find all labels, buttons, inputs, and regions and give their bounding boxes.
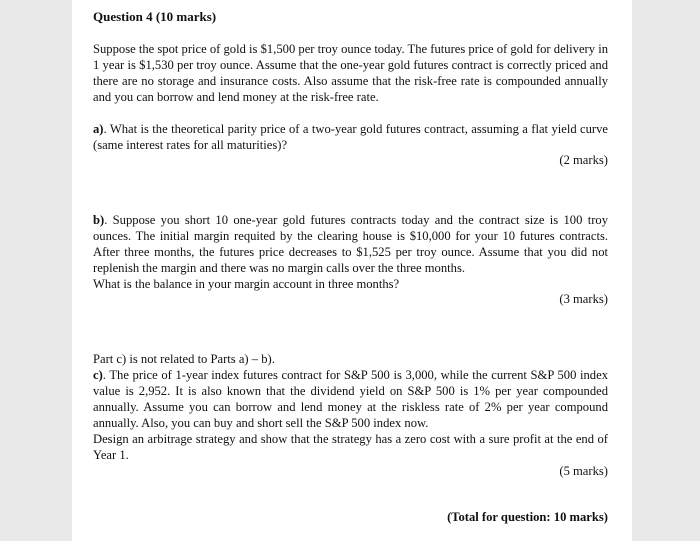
question-title: Question 4 (10 marks) <box>93 9 217 24</box>
part-b-question: What is the balance in your margin account in three months? <box>93 277 400 291</box>
intro-paragraph: Suppose the spot price of gold is $1,500 per troy ounce today. The futures price of gold for delivery in 1 year is $1,530 per troy ounce. Assume that the one-year gold futures contract is correctly priced and there are no storage and insurance costs. Also assume that the risk-free rate is compounded annually and you can borrow and lend money at the risk-free rate. <box>93 42 608 104</box>
part-a-label: a) <box>93 122 104 136</box>
part-c-note: Part c) is not related to Parts a) – b). <box>93 352 275 366</box>
part-c-text: . The price of 1-year index futures contract for S&P 500 is 3,000, while the current S&P 500 index value is 2,952. It is also known that the dividend yield on S&P 500 is 1% per year compounded annually. Assume you can borrow and lend money at the riskless rate of 2% per year compound annually. Also, you can buy and short sell the S&P 500 index now. <box>93 368 608 430</box>
part-b-text: . Suppose you short 10 one-year gold futures contracts today and the contract size is 100 troy ounces. The initial margin requited by the clearing house is $10,000 for your 10 futures contracts. After three months, the futures price decreases to $1,525 per troy ounce. Assume that you did not replenish the margin and there was no margin calls over the three months. <box>93 213 608 275</box>
total-marks: (Total for question: 10 marks) <box>447 510 608 524</box>
part-c-question: Design an arbitrage strategy and show that the strategy has a zero cost with a sure profit at the end of Year 1. <box>93 432 608 462</box>
part-b-label: b) <box>93 213 105 227</box>
part-b-marks: (3 marks) <box>559 292 608 306</box>
part-a-paragraph <box>93 121 608 153</box>
part-c-paragraph <box>93 351 608 463</box>
part-a-marks: (2 marks) <box>559 153 608 167</box>
part-c-marks: (5 marks) <box>559 464 608 478</box>
part-a-text: . What is the theoretical parity price of a two-year gold futures contract, assuming a flat yield curve (same interest rates for all maturities)? <box>93 122 608 152</box>
document-page <box>72 0 632 541</box>
part-b-paragraph <box>93 212 608 292</box>
part-c-label: c) <box>93 368 103 382</box>
